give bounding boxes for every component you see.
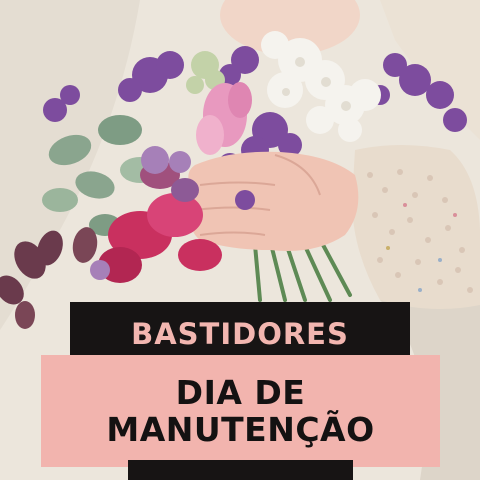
title-line-2: MANUTENÇÃO	[106, 410, 375, 449]
title-line-1: DIA DE	[175, 373, 306, 412]
hand	[188, 152, 358, 251]
title-banner	[41, 355, 440, 467]
bottom-banner-strip	[128, 460, 353, 480]
label-text: BASTIDORES	[131, 317, 349, 351]
